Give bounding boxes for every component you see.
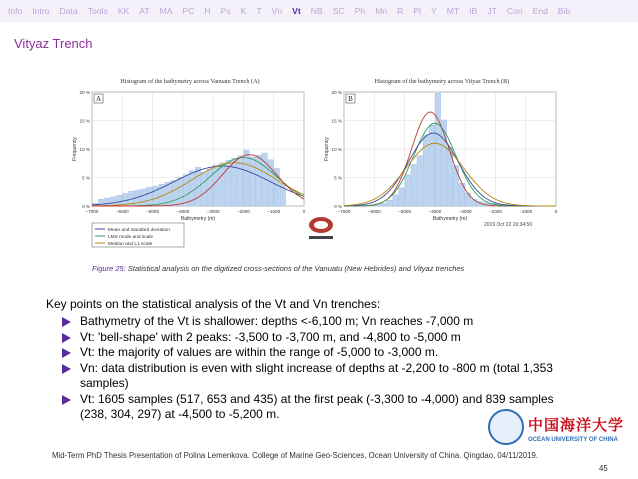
x-tick-label: −5000 (146, 209, 160, 214)
histogram-bar (447, 147, 452, 206)
x-tick-label: −6000 (115, 209, 129, 214)
histogram-bar (411, 164, 416, 206)
list-item: Bathymetry of the Vt is shallower: depths <-6,100 m; Vn reaches -7,000 m (62, 314, 562, 330)
y-tick-label: 5 % (334, 175, 342, 181)
histogram-bar (153, 186, 158, 206)
legend-label: LMS mode and scale (108, 234, 154, 240)
histogram-bar (171, 180, 176, 206)
nav-item-end[interactable]: End (532, 6, 548, 16)
nav-item-data[interactable]: Data (59, 6, 78, 16)
x-tick-label: 0 (554, 209, 558, 214)
histogram-bar (387, 200, 392, 206)
y-tick-label: 10 % (79, 147, 90, 152)
nav-item-vt[interactable]: Vt (292, 6, 301, 16)
x-tick-label: −2000 (488, 209, 502, 214)
nav-item-nb[interactable]: NB (310, 6, 323, 16)
histogram-bar (417, 156, 422, 206)
histogram-bar (393, 195, 398, 206)
nav-item-ib[interactable]: IB (469, 6, 478, 16)
x-tick-label: −4000 (176, 209, 190, 214)
nav-item-sc[interactable]: SC (332, 6, 345, 16)
key-points-list (62, 314, 562, 423)
plot-timestamp: 2019 Oct 22 19:34:50 (484, 222, 533, 228)
nav-item-at[interactable]: AT (139, 6, 150, 16)
top-navigation-bar (0, 0, 638, 22)
nav-item-ph[interactable]: Ph (354, 6, 366, 16)
histogram-bar (232, 158, 237, 206)
y-tick-label: 0 % (82, 204, 90, 209)
nav-item-jt[interactable]: JT (487, 6, 497, 16)
histogram-bar (435, 93, 440, 206)
histogram-bar (465, 193, 470, 206)
y-tick-label: 0 % (334, 204, 342, 209)
nav-item-r[interactable]: R (397, 6, 404, 16)
x-axis-label: Bathymetry (m) (432, 216, 468, 222)
list-item: Vt: the majority of values are within the range of -5,000 to -3,000 m. (62, 345, 562, 361)
x-axis-label: Bathymetry (m) (180, 216, 216, 222)
slide-footer: Mid-Term PhD Thesis Presentation of Polina Lemenkova. College of Marine Geo-Sciences, Ocean University of China. Qingdao, 04/11/2019. (52, 451, 538, 460)
x-tick-label: −6000 (367, 209, 381, 214)
histogram-bar (141, 189, 146, 206)
nav-item-y[interactable]: Y (431, 6, 437, 16)
nav-item-k[interactable]: K (240, 6, 247, 16)
key-points-intro: Key points on the statistical analysis of the Vt and Vn trenches: (46, 297, 381, 311)
histogram-bar (274, 168, 279, 206)
nav-item-tools[interactable]: Tools (87, 6, 108, 16)
nav-item-vn[interactable]: Vn (271, 6, 283, 16)
y-axis-label: Frequency (324, 137, 330, 161)
y-tick-label: 10 % (331, 147, 342, 152)
panel-a-title: Histogram of the bathymetry across Vanuatu Trench (A) (120, 78, 260, 85)
x-tick-label: −2000 (236, 209, 250, 214)
histogram-bar (256, 155, 261, 206)
histogram-bar (147, 187, 152, 206)
nav-item-mt[interactable]: MT (446, 6, 460, 16)
histogram-bar (226, 160, 231, 206)
histogram-bar (405, 175, 410, 206)
nav-item-kk[interactable]: KK (117, 6, 130, 16)
nav-item-ma[interactable]: MA (159, 6, 173, 16)
nav-item-mn[interactable]: Mn (375, 6, 388, 16)
gmt-logo-icon (304, 215, 338, 241)
slide-title: Vityaz Trench (14, 36, 93, 51)
page-number: 45 (599, 464, 608, 473)
x-tick-label: 0 (302, 209, 306, 214)
nav-item-con[interactable]: Con (506, 6, 523, 16)
caption-label: Figure 25: (92, 264, 126, 273)
y-tick-label: 20 % (79, 90, 90, 95)
list-item: Vt: 'bell-shape' with 2 peaks: -3,500 to -3,700 m, and -4,800 to -5,000 m (62, 330, 562, 346)
x-tick-label: −4000 (428, 209, 442, 214)
nav-item-h[interactable]: H (204, 6, 211, 16)
histogram-bar (220, 163, 225, 206)
histogram-bar (429, 125, 434, 206)
legend-label: Mean and standard deviation (108, 227, 170, 233)
histogram-bar (177, 178, 182, 207)
nav-item-pl[interactable]: Pl (413, 6, 422, 16)
histogram-bar (110, 197, 115, 206)
university-emblem-icon (488, 409, 524, 445)
figure-caption (92, 264, 464, 273)
legend-label: Median and L1 scale (108, 241, 153, 247)
histogram-bar (399, 188, 404, 206)
panel-b-title: Histogram of the bathymetry across Vityaz Trench (B) (374, 78, 510, 85)
histogram-a-svg (70, 88, 310, 250)
y-tick-label: 20 % (331, 90, 342, 95)
histogram-bar (201, 172, 206, 206)
histogram-bar (453, 166, 458, 206)
histogram-bar (381, 203, 386, 206)
x-tick-label: −3000 (458, 209, 472, 214)
histogram-bar (104, 198, 109, 206)
histogram-panel-a (70, 72, 310, 250)
x-tick-label: −7000 (85, 209, 99, 214)
x-tick-label: −1000 (519, 209, 533, 214)
histogram-bar (98, 199, 103, 206)
nav-item-bib[interactable]: Bib (557, 6, 571, 16)
panel-letter: B (348, 95, 353, 104)
y-axis-label: Frequency (72, 137, 78, 161)
university-logo-text: 中国海洋大学 (528, 416, 625, 434)
x-tick-label: −1000 (267, 209, 281, 214)
histogram-bar (183, 175, 188, 206)
y-tick-label: 15 % (331, 118, 342, 124)
nav-item-info[interactable]: Info (8, 6, 23, 16)
nav-item-intro[interactable]: Intro (32, 6, 50, 16)
nav-item-pc[interactable]: PC (182, 6, 195, 16)
x-tick-label: −5000 (398, 209, 412, 214)
y-tick-label: 15 % (79, 118, 90, 124)
x-tick-label: −3000 (206, 209, 220, 214)
university-logo-subtitle: OCEAN UNIVERSITY OF CHINA (528, 437, 618, 443)
caption-text: Statistical analysis on the digitized cross-sections of the Vanuatu (New Hebrides) and Vityaz trenches (127, 264, 465, 273)
x-tick-label: −7000 (337, 209, 351, 214)
list-item: Vt: 1605 samples (517, 653 and 435) at the first peak (-3,300 to -4,000) and 839 samples (238, 304, 297) at -4,500 to -5,200 m. (62, 392, 562, 423)
nav-item-ps[interactable]: Ps (220, 6, 231, 16)
nav-item-t[interactable]: T (256, 6, 262, 16)
y-tick-label: 5 % (82, 175, 90, 181)
panel-letter: A (95, 95, 102, 104)
histogram-bar (250, 157, 255, 206)
list-item: Vn: data distribution is even with slight increase of depths at -2,200 to -800 m (total 1,353 samples) (62, 361, 562, 392)
